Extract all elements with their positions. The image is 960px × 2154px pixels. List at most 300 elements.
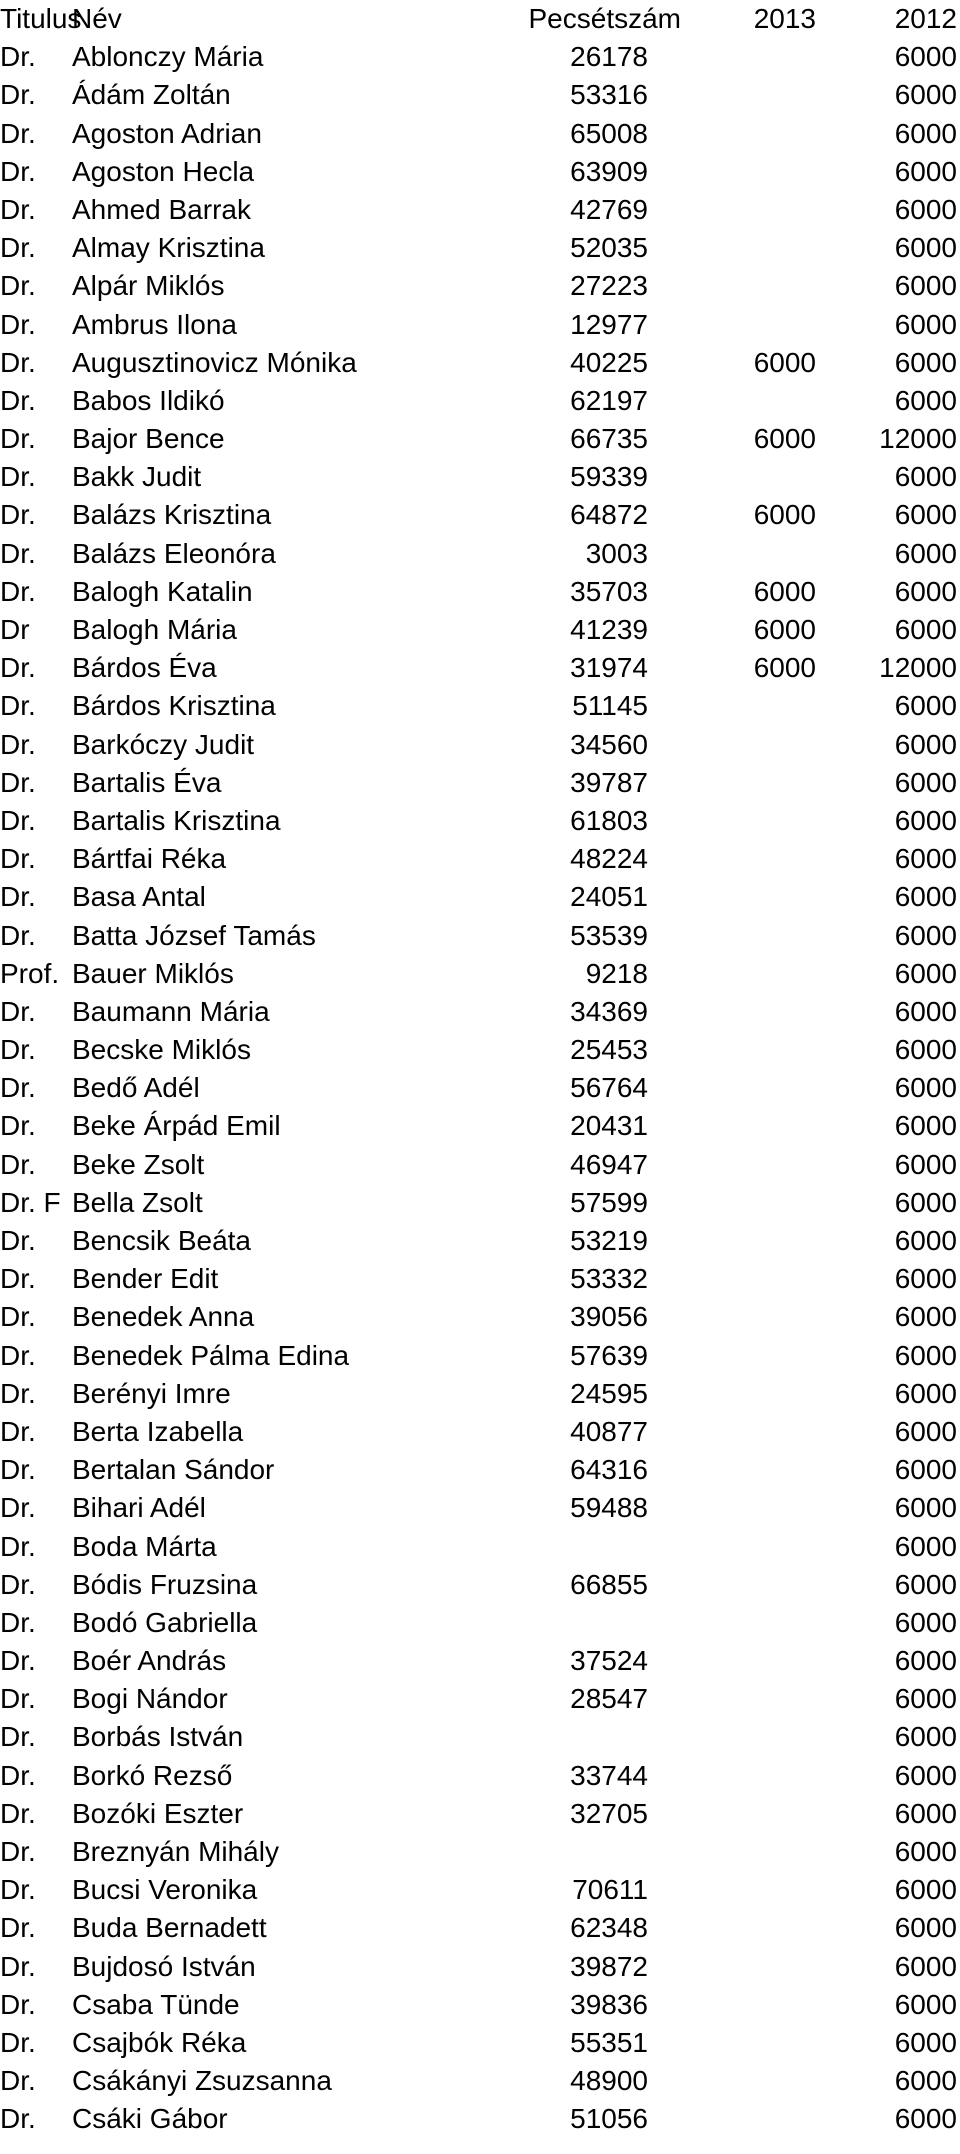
cell-seal-number: 64872 xyxy=(570,499,648,531)
header-row xyxy=(0,0,960,38)
table-row xyxy=(0,573,960,611)
cell-seal-number: 41239 xyxy=(570,614,648,645)
cell-name: Bártfai Réka xyxy=(72,843,227,875)
cell-title: Dr. xyxy=(0,461,36,493)
cell-title: Dr. xyxy=(0,1606,36,1638)
cell-2012: 6000 xyxy=(894,919,957,951)
table-row xyxy=(0,76,960,114)
cell-seal-number: 32705 xyxy=(570,1797,648,1829)
table-row xyxy=(0,1642,960,1680)
cell-2012: 6000 xyxy=(894,117,957,149)
cell-name: Bujdosó István xyxy=(72,1950,256,1982)
cell-title: Dr. xyxy=(0,232,36,264)
cell-2012: 6000 xyxy=(894,1874,957,1906)
cell-name: Augusztinovicz Mónika xyxy=(72,346,357,378)
cell-title: Dr. xyxy=(0,881,36,913)
table-row xyxy=(0,1757,960,1795)
cell-name: Bódis Fruzsina xyxy=(72,1568,258,1600)
cell-2012: 6000 xyxy=(894,1110,957,1142)
cell-2012: 6000 xyxy=(894,384,957,416)
cell-seal-number: 39787 xyxy=(570,766,648,798)
table-row xyxy=(0,1948,960,1986)
table-row xyxy=(0,344,960,382)
cell-2012: 6000 xyxy=(894,1148,957,1180)
cell-2012: 6000 xyxy=(894,79,957,111)
cell-title: Dr. xyxy=(0,690,36,722)
cell-name: Almay Krisztina xyxy=(72,232,265,264)
table-row xyxy=(0,1566,960,1604)
cell-title: Dr. xyxy=(0,843,36,875)
cell-name: Bajor Bence xyxy=(72,423,225,455)
cell-name: Becske Miklós xyxy=(72,1034,251,1066)
cell-title: Dr. xyxy=(0,1110,36,1142)
cell-seal-number: 64316 xyxy=(570,1454,648,1486)
cell-title: Dr. F xyxy=(0,1186,61,1218)
cell-2012: 6000 xyxy=(894,270,957,302)
cell-title: Dr. xyxy=(0,1568,36,1600)
cell-seal-number: 53219 xyxy=(570,1225,648,1256)
cell-2012: 6000 xyxy=(894,1759,957,1791)
table-row xyxy=(0,1413,960,1451)
cell-seal-number xyxy=(438,1604,648,1642)
cell-2012: 6000 xyxy=(894,804,957,836)
cell-2013 xyxy=(650,2062,816,2100)
cell-2013: 6000 xyxy=(753,423,816,455)
cell-2013: 6000 xyxy=(753,614,816,645)
cell-2013 xyxy=(650,1451,816,1489)
cell-title: Dr. xyxy=(0,1836,36,1867)
table-row xyxy=(0,1528,960,1566)
cell-seal-number: 24051 xyxy=(570,881,648,913)
cell-name: Baumann Mária xyxy=(72,995,270,1027)
cell-title: Dr. xyxy=(0,1225,36,1256)
table-row xyxy=(0,1604,960,1642)
table-row xyxy=(0,726,960,764)
cell-title: Dr. xyxy=(0,1530,36,1562)
cell-2012: 6000 xyxy=(894,461,957,493)
table-row xyxy=(0,1680,960,1718)
cell-name: Boér András xyxy=(72,1645,227,1677)
cell-name: Beke Zsolt xyxy=(72,1148,205,1180)
cell-title: Dr. xyxy=(0,804,36,836)
cell-2012: 6000 xyxy=(894,1186,957,1218)
cell-2013 xyxy=(650,1489,816,1527)
table-row xyxy=(0,2024,960,2062)
cell-title: Dr. xyxy=(0,1874,36,1906)
cell-seal-number: 12977 xyxy=(570,308,648,340)
cell-2012: 6000 xyxy=(894,1912,957,1944)
table-row xyxy=(0,611,960,649)
cell-2012: 6000 xyxy=(894,2103,957,2135)
cell-title: Dr. xyxy=(0,423,36,455)
cell-2013 xyxy=(650,2024,816,2062)
cell-name: Csaba Tünde xyxy=(72,1988,240,2020)
table-row xyxy=(0,1298,960,1336)
cell-name: Bella Zsolt xyxy=(72,1186,203,1218)
cell-name: Ahmed Barrak xyxy=(72,193,251,225)
cell-seal-number: 55351 xyxy=(570,2026,648,2058)
table-row xyxy=(0,1184,960,1222)
cell-seal-number: 62197 xyxy=(570,384,648,416)
cell-name: Ablonczy Mária xyxy=(72,41,264,73)
cell-title: Dr. xyxy=(0,1759,36,1791)
table-row xyxy=(0,267,960,305)
table-row xyxy=(0,306,960,344)
cell-2013 xyxy=(650,840,816,878)
header-title: Titulus xyxy=(0,3,82,34)
cell-2012: 6000 xyxy=(894,766,957,798)
cell-2013 xyxy=(650,1948,816,1986)
cell-title: Dr. xyxy=(0,308,36,340)
cell-2012: 6000 xyxy=(894,537,957,569)
cell-2012: 6000 xyxy=(894,1377,957,1409)
cell-2012: 6000 xyxy=(894,1301,957,1333)
cell-seal-number: 63909 xyxy=(570,155,648,187)
table-row xyxy=(0,153,960,191)
cell-2013 xyxy=(650,382,816,420)
cell-2013 xyxy=(650,1375,816,1413)
cell-2013 xyxy=(650,1604,816,1642)
cell-seal-number: 52035 xyxy=(570,232,648,264)
cell-2012: 6000 xyxy=(894,1492,957,1524)
cell-name: Csákányi Zsuzsanna xyxy=(72,2065,332,2097)
cell-2013 xyxy=(650,726,816,764)
cell-seal-number: 48900 xyxy=(570,2065,648,2097)
cell-2013 xyxy=(650,878,816,916)
table-row xyxy=(0,1986,960,2024)
cell-seal-number: 48224 xyxy=(570,843,648,875)
cell-name: Barkóczy Judit xyxy=(72,728,255,760)
cell-title: Dr. xyxy=(0,1912,36,1944)
cell-2013 xyxy=(650,1146,816,1184)
cell-2013 xyxy=(650,1795,816,1833)
cell-name: Beke Árpád Emil xyxy=(72,1110,281,1142)
cell-title: Prof. xyxy=(0,957,60,989)
cell-2013 xyxy=(650,306,816,344)
cell-name: Agoston Adrian xyxy=(72,117,262,149)
cell-2013 xyxy=(650,1222,816,1260)
table-row xyxy=(0,1871,960,1909)
table-row xyxy=(0,1146,960,1184)
cell-2013 xyxy=(650,535,816,573)
cell-name: Berta Izabella xyxy=(72,1415,244,1447)
cell-2012: 6000 xyxy=(894,2065,957,2097)
cell-name: Bárdos Éva xyxy=(72,652,217,684)
cell-seal-number: 53316 xyxy=(570,79,648,111)
cell-seal-number: 24595 xyxy=(570,1377,648,1409)
cell-title: Dr. xyxy=(0,766,36,798)
cell-2013 xyxy=(650,1413,816,1451)
cell-title: Dr. xyxy=(0,346,36,378)
cell-title: Dr. xyxy=(0,117,36,149)
cell-name: Bozóki Eszter xyxy=(72,1797,244,1829)
cell-seal-number: 53539 xyxy=(570,919,648,951)
cell-2013 xyxy=(650,1031,816,1069)
cell-seal-number: 33744 xyxy=(570,1759,648,1791)
cell-name: Borbás István xyxy=(72,1721,244,1753)
cell-2012: 6000 xyxy=(894,575,957,607)
cell-name: Basa Antal xyxy=(72,881,206,913)
header-2012: 2012 xyxy=(894,3,957,34)
header-name: Név xyxy=(72,3,122,34)
cell-2013 xyxy=(650,267,816,305)
cell-name: Bartalis Éva xyxy=(72,766,222,798)
cell-seal-number: 51056 xyxy=(570,2103,648,2135)
cell-2013 xyxy=(650,1184,816,1222)
cell-seal-number: 65008 xyxy=(570,117,648,149)
cell-seal-number: 3003 xyxy=(585,537,648,569)
cell-2012: 6000 xyxy=(894,1836,957,1867)
cell-2013 xyxy=(650,1298,816,1336)
cell-2012: 6000 xyxy=(894,41,957,73)
table-row xyxy=(0,1107,960,1145)
cell-2013 xyxy=(650,458,816,496)
cell-2013 xyxy=(650,1566,816,1604)
cell-title: Dr. xyxy=(0,41,36,73)
table-row xyxy=(0,420,960,458)
cell-2012: 6000 xyxy=(894,2026,957,2058)
cell-seal-number: 53332 xyxy=(570,1263,648,1295)
cell-title: Dr. xyxy=(0,1148,36,1180)
cell-title: Dr. xyxy=(0,499,36,531)
cell-seal-number: 40225 xyxy=(570,346,648,378)
cell-2013 xyxy=(650,1642,816,1680)
cell-seal-number: 39056 xyxy=(570,1301,648,1333)
cell-title: Dr. xyxy=(0,1415,36,1447)
cell-title: Dr. xyxy=(0,193,36,225)
table-row xyxy=(0,955,960,993)
cell-seal-number: 46947 xyxy=(570,1148,648,1180)
table-row xyxy=(0,2062,960,2100)
cell-name: Boda Márta xyxy=(72,1530,217,1562)
cell-2013 xyxy=(650,1528,816,1566)
cell-name: Breznyán Mihály xyxy=(72,1836,279,1867)
cell-seal-number: 66735 xyxy=(570,423,648,455)
header-2013: 2013 xyxy=(753,3,816,34)
table-row xyxy=(0,191,960,229)
cell-2012: 6000 xyxy=(894,728,957,760)
cell-seal-number: 34560 xyxy=(570,728,648,760)
cell-name: Borkó Rezső xyxy=(72,1759,233,1791)
table-row xyxy=(0,496,960,534)
cell-title: Dr. xyxy=(0,919,36,951)
cell-title: Dr. xyxy=(0,1377,36,1409)
cell-name: Alpár Miklós xyxy=(72,270,225,302)
cell-2013 xyxy=(650,1986,816,2024)
cell-name: Csajbók Réka xyxy=(72,2026,247,2058)
cell-2013 xyxy=(650,1260,816,1298)
table-row xyxy=(0,1069,960,1107)
cell-seal-number: 57599 xyxy=(570,1186,648,1218)
cell-name: Balogh Katalin xyxy=(72,575,253,607)
cell-name: Benedek Pálma Edina xyxy=(72,1339,350,1371)
table-row xyxy=(0,535,960,573)
cell-2012: 6000 xyxy=(894,1645,957,1677)
cell-2013 xyxy=(650,38,816,76)
cell-name: Bodó Gabriella xyxy=(72,1606,258,1638)
cell-2012: 6000 xyxy=(894,1606,957,1638)
cell-title: Dr. xyxy=(0,1683,36,1715)
cell-name: Bauer Miklós xyxy=(72,957,234,989)
table-row xyxy=(0,802,960,840)
cell-2012: 6000 xyxy=(894,1263,957,1295)
cell-name: Bertalan Sándor xyxy=(72,1454,275,1486)
cell-2013 xyxy=(650,802,816,840)
cell-title: Dr. xyxy=(0,79,36,111)
cell-2013 xyxy=(650,764,816,802)
cell-seal-number: 26178 xyxy=(570,41,648,73)
cell-seal-number: 20431 xyxy=(570,1110,648,1142)
cell-2013 xyxy=(650,917,816,955)
cell-name: Ambrus Ilona xyxy=(72,308,237,340)
table-row xyxy=(0,878,960,916)
cell-seal-number: 66855 xyxy=(570,1568,648,1600)
cell-name: Csáki Gábor xyxy=(72,2103,228,2135)
cell-title: Dr. xyxy=(0,270,36,302)
cell-2012: 6000 xyxy=(894,1225,957,1256)
cell-2013 xyxy=(650,1909,816,1947)
cell-title: Dr. xyxy=(0,1034,36,1066)
cell-seal-number: 62348 xyxy=(570,1912,648,1944)
cell-seal-number: 31974 xyxy=(570,652,648,684)
cell-seal-number: 27223 xyxy=(570,270,648,302)
table-row xyxy=(0,764,960,802)
table-body xyxy=(0,38,960,2138)
cell-title: Dr. xyxy=(0,1301,36,1333)
cell-2013 xyxy=(650,993,816,1031)
cell-title: Dr. xyxy=(0,384,36,416)
cell-2012: 6000 xyxy=(894,843,957,875)
table-row xyxy=(0,1833,960,1871)
cell-name: Bucsi Veronika xyxy=(72,1874,258,1906)
cell-seal-number: 39836 xyxy=(570,1988,648,2020)
cell-title: Dr. xyxy=(0,1721,36,1753)
cell-2013: 6000 xyxy=(753,346,816,378)
table-row xyxy=(0,993,960,1031)
cell-2013 xyxy=(650,1107,816,1145)
table-row xyxy=(0,1909,960,1947)
cell-2012: 6000 xyxy=(894,346,957,378)
cell-2013 xyxy=(650,2100,816,2138)
cell-seal-number: 42769 xyxy=(570,193,648,225)
cell-2012: 6000 xyxy=(894,1034,957,1066)
header-seal: Pecsétszám xyxy=(528,3,681,34)
cell-title: Dr. xyxy=(0,1454,36,1486)
cell-2012: 6000 xyxy=(894,690,957,722)
cell-name: Balázs Krisztina xyxy=(72,499,272,531)
table-row xyxy=(0,1337,960,1375)
cell-title: Dr. xyxy=(0,575,36,607)
cell-2012: 6000 xyxy=(894,1568,957,1600)
cell-title: Dr. xyxy=(0,2103,36,2135)
table-row xyxy=(0,649,960,687)
cell-2012: 6000 xyxy=(894,1988,957,2020)
cell-2013 xyxy=(650,115,816,153)
cell-name: Benedek Anna xyxy=(72,1301,255,1333)
cell-seal-number: 61803 xyxy=(570,804,648,836)
cell-name: Bedő Adél xyxy=(72,1072,200,1104)
cell-title: Dr. xyxy=(0,1072,36,1104)
cell-2012: 6000 xyxy=(894,1339,957,1371)
cell-name: Batta József Tamás xyxy=(72,919,316,951)
cell-title: Dr. xyxy=(0,1492,36,1524)
cell-seal-number: 59339 xyxy=(570,461,648,493)
cell-name: Ádám Zoltán xyxy=(72,79,231,111)
table-row xyxy=(0,840,960,878)
cell-title: Dr. xyxy=(0,155,36,187)
cell-seal-number: 51145 xyxy=(572,690,648,722)
cell-seal-number xyxy=(438,1528,648,1566)
cell-2013 xyxy=(650,1757,816,1795)
cell-2012: 6000 xyxy=(894,995,957,1027)
cell-seal-number: 34369 xyxy=(570,995,648,1027)
cell-seal-number: 37524 xyxy=(570,1645,648,1677)
cell-2012: 6000 xyxy=(894,1415,957,1447)
table-row xyxy=(0,1451,960,1489)
cell-seal-number xyxy=(438,1718,648,1756)
cell-2012: 6000 xyxy=(894,1797,957,1829)
cell-2013 xyxy=(650,1833,816,1871)
cell-name: Agoston Hecla xyxy=(72,155,255,187)
cell-2012: 6000 xyxy=(894,1454,957,1486)
table-row xyxy=(0,1489,960,1527)
table-row xyxy=(0,229,960,267)
cell-name: Bartalis Krisztina xyxy=(72,804,281,836)
table-row xyxy=(0,1375,960,1413)
table-row xyxy=(0,382,960,420)
cell-2012: 6000 xyxy=(894,193,957,225)
cell-2013: 6000 xyxy=(753,575,816,607)
table-row xyxy=(0,1031,960,1069)
cell-2013 xyxy=(650,1337,816,1375)
cell-name: Bihari Adél xyxy=(72,1492,206,1524)
cell-2013 xyxy=(650,1680,816,1718)
cell-2012: 12000 xyxy=(879,423,957,455)
cell-2013 xyxy=(650,76,816,114)
cell-2013 xyxy=(650,153,816,191)
cell-name: Balázs Eleonóra xyxy=(72,537,276,569)
cell-title: Dr. xyxy=(0,2065,36,2097)
table-row xyxy=(0,38,960,76)
cell-title: Dr. xyxy=(0,1645,36,1677)
cell-2012: 6000 xyxy=(894,1530,957,1562)
cell-title: Dr. xyxy=(0,537,36,569)
cell-name: Bender Edit xyxy=(72,1263,219,1295)
table-row xyxy=(0,1795,960,1833)
table-row xyxy=(0,2100,960,2138)
cell-2012: 6000 xyxy=(894,1721,957,1753)
cell-seal-number: 9218 xyxy=(585,957,648,989)
table-row xyxy=(0,458,960,496)
cell-seal-number: 57639 xyxy=(570,1339,648,1371)
cell-2013 xyxy=(650,229,816,267)
cell-seal-number: 56764 xyxy=(570,1072,648,1104)
cell-2012: 6000 xyxy=(894,232,957,264)
cell-2013 xyxy=(650,687,816,725)
cell-title: Dr. xyxy=(0,1339,36,1371)
cell-2012: 6000 xyxy=(894,957,957,989)
cell-name: Berényi Imre xyxy=(72,1377,231,1409)
cell-2012: 6000 xyxy=(894,308,957,340)
cell-2012: 12000 xyxy=(879,652,957,684)
cell-title: Dr. xyxy=(0,1988,36,2020)
cell-2013 xyxy=(650,1871,816,1909)
cell-title: Dr xyxy=(0,614,30,645)
cell-2012: 6000 xyxy=(894,1950,957,1982)
cell-2012: 6000 xyxy=(894,1683,957,1715)
cell-seal-number xyxy=(438,1833,648,1871)
cell-2012: 6000 xyxy=(894,155,957,187)
